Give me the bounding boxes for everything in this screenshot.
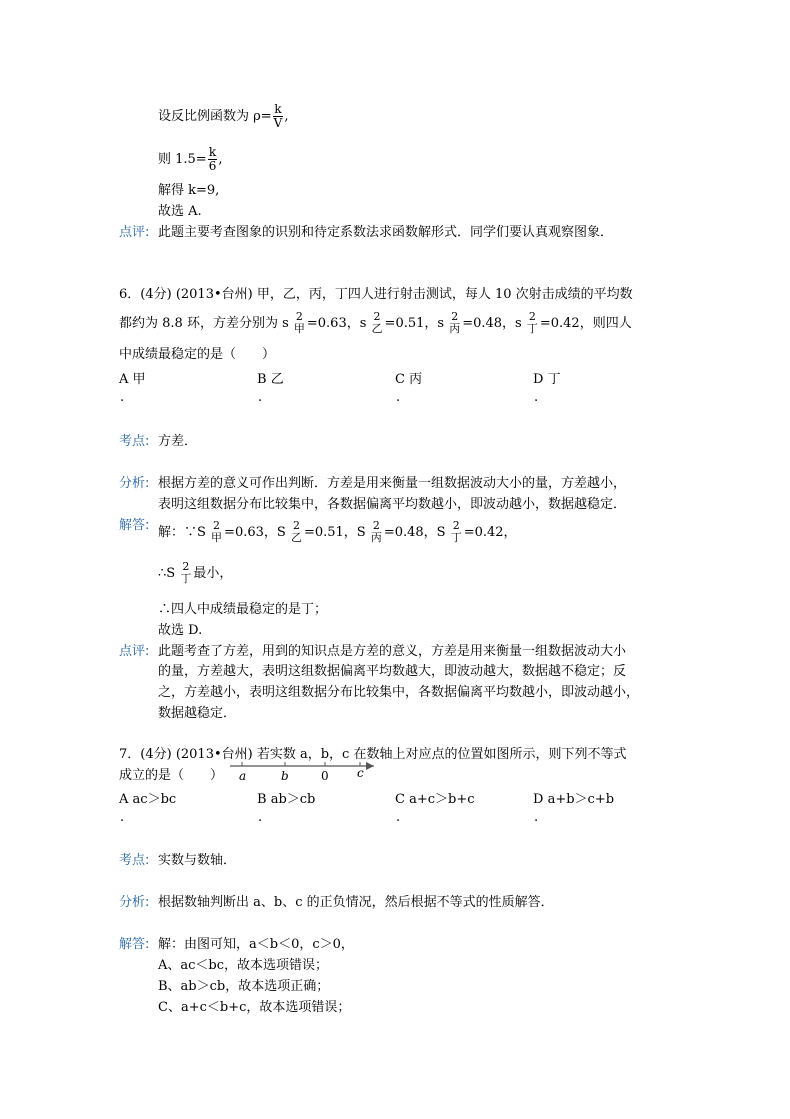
variance-symbol [210, 519, 224, 544]
variance-symbol [179, 560, 193, 585]
q6-jieda-line-1 [158, 519, 517, 544]
prev-line-3: 解得 k=9, [158, 183, 220, 198]
q6-stem-text: 都约为 8.8 环，方差分别为 s [119, 316, 289, 331]
value-2: =0.51，S [303, 525, 366, 540]
q6-dianping-label: 点评: [119, 644, 150, 659]
q6-option-c [395, 372, 422, 388]
q7-stem-line-1: 7．(4分) (2013•台州) 若实数 a，b，c 在数轴上对应点的位置如图所示，则下列不等式 [119, 747, 627, 762]
variance-symbol [448, 310, 462, 335]
option-text: ab＞cb [270, 792, 316, 807]
variance-symbol [371, 310, 385, 335]
prev-line-2-comma: , [218, 152, 223, 167]
subscript: 乙 [290, 531, 302, 544]
fraction-k-over-6 [208, 146, 218, 173]
option-dot: . [396, 390, 401, 405]
prev-line-1 [158, 103, 288, 130]
fraction-k-over-v [273, 103, 284, 130]
superscript: 2 [213, 519, 221, 532]
option-dot: . [258, 390, 263, 405]
superscript: 2 [372, 519, 380, 532]
q7-jieda-line-2: A、ac＜bc，故本选项错误； [158, 958, 329, 973]
prev-line-2-text: 则 1.5= [158, 152, 207, 167]
q6-option-b [257, 372, 284, 388]
superscript: 2 [373, 310, 381, 323]
prev-line-4: 故选 A. [158, 204, 202, 219]
option-dot: . [120, 390, 125, 405]
q6-fenxi-label: 分析: [119, 476, 150, 491]
option-letter: B [257, 792, 267, 807]
number-line-arrow [366, 762, 374, 770]
subscript: 丁 [526, 322, 538, 335]
value-3: =0.48，s [462, 316, 522, 331]
subscript: 乙 [371, 322, 383, 335]
q7-option-c [395, 792, 475, 808]
q6-jieda-label: 解答: [119, 518, 150, 533]
value-4: =0.42， [463, 525, 517, 540]
fraction-denominator: V [273, 116, 283, 130]
q7-kaodian-text: 实数与数轴． [158, 853, 237, 868]
fraction-numerator: k [208, 145, 217, 159]
jieda-text: ∴S [158, 566, 176, 581]
q7-jieda-line-1: 解：由图可知，a＜b＜0，c＞0， [158, 937, 354, 952]
q7-kaodian-label: 考点: [119, 853, 150, 868]
axis-label-b: b [281, 769, 289, 783]
option-text: ac＞bc [132, 792, 177, 807]
q6-dianping-line-3: 之，方差越小，表明这组数据分布比较集中，各数据偏离平均数越小，即波动越小， [158, 685, 640, 700]
value-1: =0.63，s [306, 316, 367, 331]
prev-comment-text: 此题主要考查图象的识别和待定系数法求函数解形式．同学们要认真观察图象． [158, 225, 614, 240]
option-text: 甲 [132, 372, 146, 387]
option-letter: A [119, 792, 129, 807]
q6-jieda-line-2 [158, 560, 233, 585]
value-2: =0.51，s [384, 316, 445, 331]
q6-stem-line-1: 6．(4分) (2013•台州) 甲，乙，丙，丁四人进行射击测试，每人 10 次射击成绩的平均数 [119, 287, 633, 302]
prev-comment-label: 点评: [119, 225, 150, 240]
q7-jieda-line-4: C、a+c＜b+c，故本选项错误； [158, 1000, 351, 1015]
option-text: a+b＞c+b [547, 792, 615, 807]
prev-line-2 [158, 146, 222, 173]
q7-jieda-line-3: B、ab＞cb，故本选项正确； [158, 979, 330, 994]
q7-stem-line-2: 成立的是（ ） [119, 768, 224, 783]
q6-option-a [119, 372, 146, 388]
option-letter: C [395, 792, 405, 807]
option-text: 乙 [270, 372, 284, 387]
option-text: a+c＞b+c [409, 792, 475, 807]
q6-kaodian-label: 考点: [119, 434, 150, 449]
superscript: 2 [295, 310, 303, 323]
variance-symbol [450, 519, 464, 544]
option-letter: B [257, 372, 267, 387]
variance-symbol [526, 310, 540, 335]
q6-jieda-line-4: 故选 D. [158, 623, 203, 638]
axis-label-a: a [239, 769, 247, 783]
q7-option-b [257, 792, 315, 808]
q6-jieda-line-3: ∴四人中成绩最稳定的是丁； [158, 602, 328, 617]
variance-symbol [290, 519, 304, 544]
q6-dianping-line-4: 数据越稳定． [158, 706, 237, 721]
fraction-numerator: k [274, 102, 282, 116]
subscript: 丙 [370, 531, 382, 544]
q7-option-d [533, 792, 614, 808]
axis-label-c: c [357, 766, 364, 780]
q6-dianping-line-1: 此题考查了方差，用到的知识点是方差的意义，方差是用来衡量一组数据波动大小 [158, 644, 627, 659]
option-letter: D [533, 792, 544, 807]
number-line-figure [228, 759, 378, 783]
prev-line-1-text: 设反比例函数为 ρ= [158, 109, 272, 124]
q7-fenxi-text: 根据数轴判断出 a、b、c 的正负情况，然后根据不等式的性质解答． [158, 895, 554, 910]
variance-symbol [293, 310, 307, 335]
q7-fenxi-label: 分析: [119, 895, 150, 910]
variance-symbol [370, 519, 384, 544]
prev-line-1-comma: , [284, 109, 289, 124]
value-3: =0.48，S [383, 525, 446, 540]
option-letter: C [395, 372, 405, 387]
subscript: 甲 [211, 531, 223, 544]
subscript: 甲 [293, 322, 305, 335]
option-letter: A [119, 372, 129, 387]
option-text: 丙 [409, 372, 423, 387]
jieda-text: 解：∵S [158, 525, 206, 540]
jieda-text: 最小， [193, 566, 233, 581]
q6-kaodian-text: 方差． [158, 434, 198, 449]
option-dot: . [258, 810, 263, 825]
superscript: 2 [452, 519, 460, 532]
superscript: 2 [182, 560, 190, 573]
option-dot: . [534, 810, 539, 825]
superscript: 2 [292, 519, 300, 532]
option-dot: . [534, 390, 539, 405]
option-dot: . [120, 810, 125, 825]
q6-option-d [533, 372, 561, 388]
q6-dianping-line-2: 的量，方差越大，表明这组数据偏离平均数越大，即波动越大，数据越不稳定；反 [158, 664, 627, 679]
q6-stem-line-3: 中成绩最稳定的是（ ） [119, 347, 276, 362]
subscript: 丁 [180, 572, 192, 585]
value-1: =0.63，S [224, 525, 286, 540]
q6-fenxi-line-2: 表明这组数据分布比较集中，各数据偏离平均数越小，即波动越小，数据越稳定． [158, 497, 627, 512]
superscript: 2 [451, 310, 459, 323]
option-dot: . [396, 810, 401, 825]
option-letter: D [533, 372, 544, 387]
q6-fenxi-line-1: 根据方差的意义可作出判断．方差是用来衡量一组数据波动大小的量，方差越小， [158, 476, 627, 491]
q7-option-a [119, 792, 176, 808]
axis-label-zero: 0 [321, 769, 329, 783]
fraction-denominator: 6 [208, 159, 217, 173]
value-4: =0.42，则四人 [539, 316, 632, 331]
q6-stem-line-2 [119, 310, 632, 335]
subscript: 丙 [449, 322, 461, 335]
option-text: 丁 [547, 372, 561, 387]
superscript: 2 [528, 310, 536, 323]
subscript: 丁 [450, 531, 462, 544]
q7-jieda-label: 解答: [119, 937, 150, 952]
